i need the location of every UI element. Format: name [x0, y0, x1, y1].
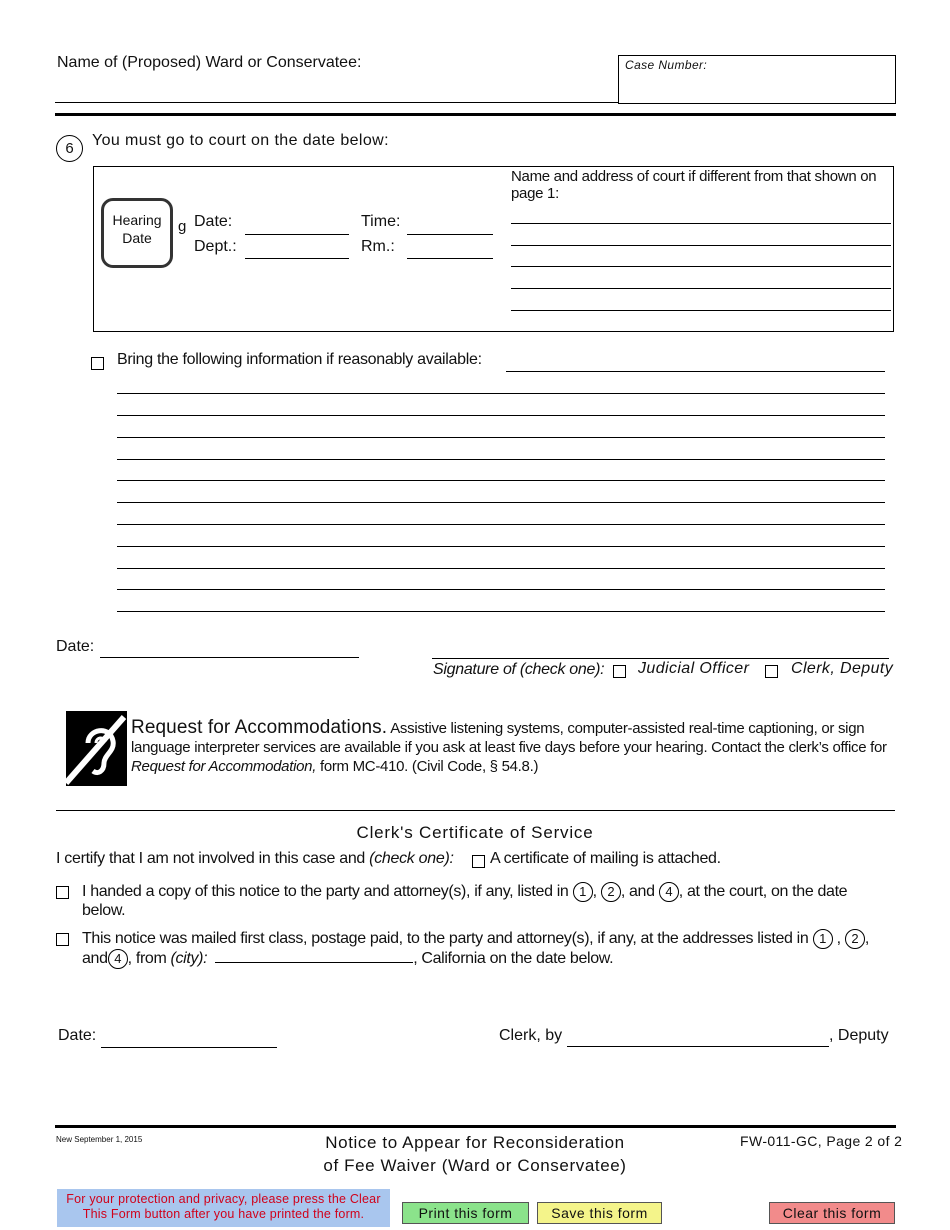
ward-name-label: Name of (Proposed) Ward or Conservatee:: [57, 54, 362, 71]
accommodations-paragraph: [131, 718, 893, 776]
hearing-assistance-icon: [66, 711, 127, 786]
privacy-notice: [57, 1189, 390, 1227]
mailed-city-field[interactable]: [215, 948, 413, 963]
signature-date-label: Date:: [56, 638, 95, 655]
handed-copy-checkbox[interactable]: [56, 886, 69, 899]
item-ref-4: 4: [659, 882, 679, 902]
time-label: Time:: [361, 213, 401, 230]
handed-copy-text-2: , at the court, on the date below.: [82, 883, 848, 919]
clerk-deputy-label: Clerk, Deputy: [791, 660, 894, 677]
certificate-divider: [56, 810, 895, 811]
court-address-line-3[interactable]: [511, 266, 891, 267]
hearing-marker: g: [178, 218, 187, 235]
bring-info-line[interactable]: [117, 393, 885, 394]
judicial-officer-checkbox[interactable]: [613, 665, 626, 678]
certificate-title: Clerk's Certificate of Service: [356, 823, 594, 842]
section6-title: You must go to court on the date below:: [92, 132, 389, 149]
item-ref-4: 4: [108, 949, 128, 969]
court-address-line-2[interactable]: [511, 245, 891, 246]
print-form-button[interactable]: Print this form: [402, 1202, 529, 1224]
bring-info-line[interactable]: [117, 568, 885, 569]
hearing-time-field[interactable]: [407, 234, 493, 235]
bring-info-label: Bring the following information if reasonably available:: [117, 351, 482, 368]
bring-info-checkbox[interactable]: [91, 357, 104, 370]
clerk-date-field[interactable]: [101, 1047, 277, 1048]
item-ref-1: 1: [573, 882, 593, 902]
item-ref-2: 2: [601, 882, 621, 902]
form-id: FW-011-GC, Page 2 of 2: [740, 1133, 903, 1149]
mailed-notice-text-4: , California on the date below.: [413, 950, 614, 967]
court-address-label: Name and address of court if different from that shown on page 1:: [511, 168, 877, 202]
signature-label: Signature of (check one):: [433, 661, 605, 678]
clerk-by-label: Clerk, by: [499, 1027, 563, 1044]
header-rule: [55, 113, 896, 116]
mailed-notice-checkbox[interactable]: [56, 933, 69, 946]
judicial-officer-label: Judicial Officer: [638, 660, 750, 677]
room-label: Rm.:: [361, 238, 395, 255]
certificate-mailing-checkbox[interactable]: [472, 855, 485, 868]
mailed-comma-2: ,: [864, 930, 869, 948]
clerk-deputy-checkbox[interactable]: [765, 665, 778, 678]
revision-date: New September 1, 2015: [56, 1135, 143, 1144]
privacy-notice-text: For your protection and privacy, please press the Clear This Form button after you have printed the form.: [66, 1192, 381, 1221]
signature-line[interactable]: [432, 658, 889, 659]
form-title-line-1: Notice to Appear for Reconsideration: [325, 1133, 625, 1152]
case-number-label: Case Number:: [625, 58, 708, 72]
case-number-field[interactable]: [618, 55, 896, 104]
mailed-notice-city-label: (city):: [170, 950, 208, 967]
accommodations-text-1: Assistive listening systems, computer-assisted real-time captioning, or sign language interpreter services are available if you ask at least five days before your hearing. Contact the clerk’s office for: [131, 720, 887, 756]
accommodations-text-2: form MC-410. (Civil Code, § 54.8.): [316, 758, 539, 775]
item-number-text: 6: [65, 140, 74, 157]
bring-info-line[interactable]: [117, 611, 885, 612]
bring-info-line[interactable]: [117, 480, 885, 481]
date-label: Date:: [194, 213, 233, 230]
mailed-notice-line2: [82, 948, 613, 969]
clear-form-button[interactable]: Clear this form: [769, 1202, 895, 1224]
certificate-intro-check-one: (check one):: [369, 850, 454, 867]
hearing-dept-field[interactable]: [245, 258, 349, 259]
item-ref-1: 1: [813, 929, 833, 949]
bring-info-line[interactable]: [117, 415, 885, 416]
bring-info-line[interactable]: [117, 546, 885, 547]
bring-info-line[interactable]: [117, 589, 885, 590]
accommodation-form-name: Request for Accommodation,: [131, 758, 317, 775]
hearing-date-badge-text: Hearing Date: [112, 212, 162, 246]
bring-info-line[interactable]: [117, 524, 885, 525]
hearing-date-field[interactable]: [245, 234, 349, 235]
mailed-notice-text-1: This notice was mailed first class, postage paid, to the party and attorney(s), if any, at the addresses listed in: [82, 930, 809, 948]
mailed-notice-and: and: [82, 950, 108, 967]
hearing-box: [93, 166, 894, 332]
handed-comma: ,: [592, 883, 597, 901]
court-address-line-4[interactable]: [511, 288, 891, 289]
handed-and: , and: [620, 883, 655, 901]
signature-date-field[interactable]: [100, 657, 359, 658]
bring-info-line[interactable]: [117, 502, 885, 503]
court-address-line-1[interactable]: [511, 223, 891, 224]
accommodations-heading: Request for Accommodations.: [131, 717, 388, 738]
hearing-room-field[interactable]: [407, 258, 493, 259]
handed-copy-text-1: I handed a copy of this notice to the party and attorney(s), if any, listed in: [82, 883, 569, 901]
dept-label: Dept.:: [194, 238, 237, 255]
certificate-intro: [56, 850, 454, 868]
bring-info-line[interactable]: [117, 459, 885, 460]
deputy-label: , Deputy: [829, 1027, 889, 1044]
clerk-signature-field[interactable]: [567, 1046, 829, 1047]
ward-name-field[interactable]: [55, 102, 619, 103]
mailed-notice-line1: [82, 929, 892, 949]
mailed-comma: ,: [836, 930, 841, 948]
certificate-mailing-label: A certificate of mailing is attached.: [490, 850, 721, 867]
court-address-line-5[interactable]: [511, 310, 891, 311]
certificate-intro-text: I certify that I am not involved in this case and: [56, 850, 370, 867]
item-ref-2: 2: [845, 929, 865, 949]
save-form-button[interactable]: Save this form: [537, 1202, 662, 1224]
bring-info-line-0[interactable]: [506, 371, 885, 372]
bring-info-line[interactable]: [117, 437, 885, 438]
item-number-6: [56, 135, 83, 162]
mailed-notice-from: , from: [127, 950, 171, 967]
handed-copy-text: [82, 882, 892, 920]
hearing-date-badge: [101, 198, 173, 268]
clerk-date-label: Date:: [58, 1027, 97, 1044]
form-title-line-2: of Fee Waiver (Ward or Conservatee): [323, 1156, 627, 1175]
footer-rule: [55, 1125, 896, 1128]
